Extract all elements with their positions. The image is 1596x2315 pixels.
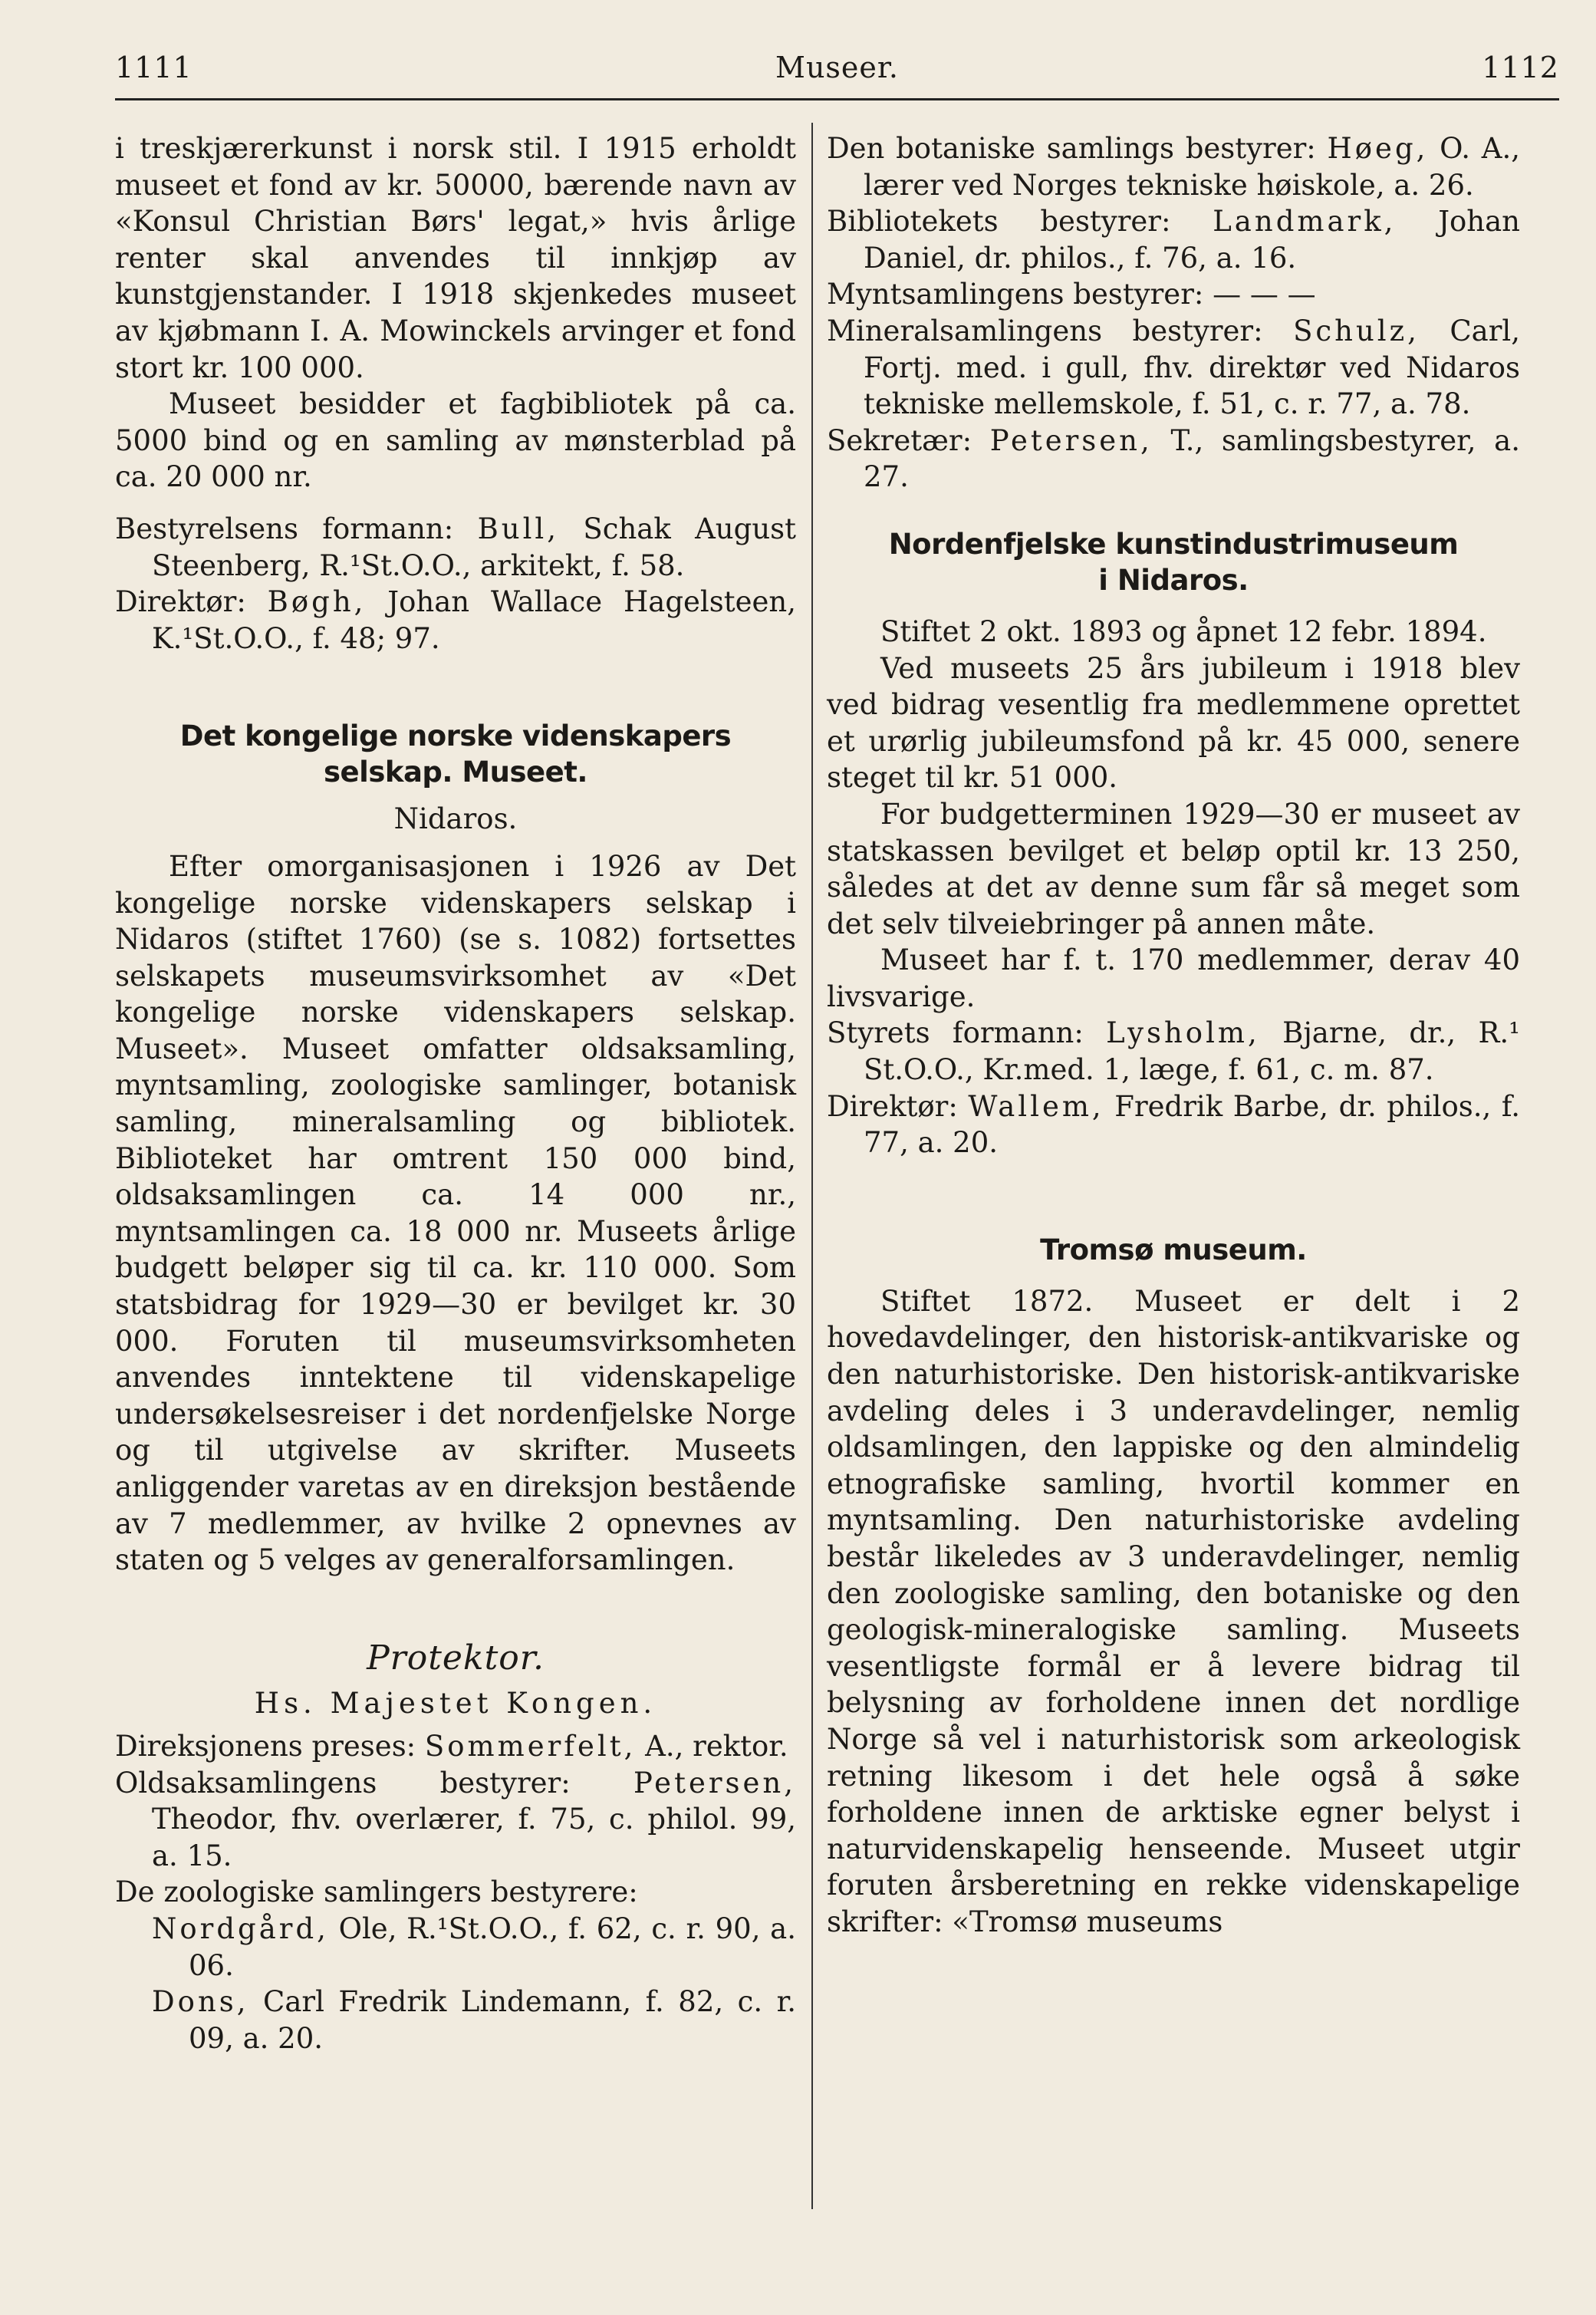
- zoo1-details: Ole, R.¹St.O.O., f. 62, c. r. 90, a. 06.: [189, 1912, 796, 1982]
- zoo-heading: De zoologiske samlingers bestyrere:: [115, 1875, 638, 1909]
- preses-entry: [115, 1728, 796, 1765]
- zoo2-details: Carl Fredrik Lindemann, f. 82, c. r. 09, a. 20.: [189, 1985, 796, 2055]
- coins-details: — — —: [1213, 278, 1316, 311]
- nk-director-entry: [827, 1088, 1520, 1161]
- botany-role: Den botaniske samlings bestyrer:: [827, 132, 1316, 165]
- minerals-details: Carl, Fortj. med. i gull, fhv. direktør ved Nidaros tekniske mellemskole, f. 51, c. r. 77, a. 78.: [864, 314, 1521, 421]
- coins-entry: [827, 276, 1520, 313]
- nk-director-role: Direktør:: [827, 1089, 958, 1123]
- director-entry: [115, 584, 796, 657]
- nk-paragraph-3: For budgetterminen 1929—30 er museet av statskassen bevilget et beløp optil kr. 13 250, således at det av denne sum får så meget som det selv tilveiebringer på annen måte.: [827, 797, 1520, 940]
- zoo1-name: Nordgård,: [152, 1912, 329, 1945]
- header-rule: [115, 98, 1559, 100]
- nk-director-name: Wallem,: [968, 1089, 1104, 1123]
- chair-role: Bestyrelsens formann:: [115, 512, 454, 545]
- secretary-entry: [827, 423, 1520, 496]
- nk-chair-role: Styrets formann:: [827, 1016, 1084, 1050]
- minerals-name: Schulz,: [1293, 314, 1420, 347]
- nk-paragraph-4: Museet har f. t. 170 medlemmer, derav 40 livsvarige.: [827, 943, 1520, 1013]
- antiquities-role: Oldsaksamlingens bestyrer:: [115, 1766, 571, 1800]
- intro-paragraph: i treskjærerkunst i norsk stil. I 1915 erholdt museet et fond av kr. 50000, bærende navn av «Konsul Christian Børs' legat,» hvis årlige renter skal anvendes til innkjøp av kunstgjenstander. I 1918 skjenkedes museet av kjøbmann I. A. Mowinckels arvinger et fond stort kr. 100 000.: [115, 132, 796, 384]
- page-number-left: 1111: [115, 51, 193, 84]
- zoo2-entry: [115, 1984, 796, 2056]
- preses-details: A., rektor.: [645, 1729, 788, 1763]
- nk-heading-line2: i Nidaros.: [1098, 563, 1249, 597]
- protector-name: Hs. Majestet Kongen.: [254, 1687, 657, 1721]
- preses-role: Direksjonens preses:: [115, 1729, 416, 1763]
- tromso-paragraph: Stiftet 1872. Museet er delt i 2 hovedavdelinger, den historisk-antikvariske og den naturhistoriske. Den historisk-antikvariske avdeling deles i 3 underavdelinger, nemlig oldsamlingen, den lappiske og den almindelig etnografiske samling, hvortil kommer en myntsamling. Den naturhistoriske avdeling består likeledes av 3 underavdelinger, nemlig den zoologiske samling, den botaniske og den geologisk-mineralogiske samling. Museets vesentligste formål er å levere bidrag til belysning av forholdene innen det nordlige Norge så vel i naturhistorisk som arkeologisk retning likesom i det hele også å søke forholdene innen de arktiske egner belyst i naturvidenskapelig henseende. Museet utgir foruten årsberetning en rekke videnskapelige skrifter: «Tromsø museums: [827, 1284, 1520, 1938]
- nk-chair-name: Lysholm,: [1106, 1016, 1260, 1050]
- library-name: Landmark,: [1213, 205, 1397, 239]
- library-role: Bibliotekets bestyrer:: [827, 205, 1171, 239]
- antiquities-details: Theodor, fhv. overlærer, f. 75, c. philol. 99, a. 15.: [152, 1803, 796, 1872]
- page-number-right: 1112: [1482, 51, 1559, 84]
- vsk-place: Nidaros.: [393, 802, 518, 836]
- director-role: Direktør:: [115, 585, 246, 619]
- running-title: Museer.: [775, 51, 899, 84]
- library-details: Johan Daniel, dr. philos., f. 76, a. 16.: [864, 205, 1521, 275]
- nk-heading-line1: Nordenfjelske kunstindustrimuseum: [888, 527, 1459, 561]
- zoo2-name: Dons,: [152, 1985, 249, 2019]
- nk-director-details: Fredrik Barbe, dr. philos., f. 77, a. 20.: [864, 1089, 1520, 1160]
- protector-heading: Protektor.: [367, 1638, 545, 1678]
- botany-details: O. A., lærer ved Norges tekniske høiskole, a. 26.: [864, 132, 1520, 202]
- botany-entry: [827, 130, 1520, 203]
- right-column: [827, 130, 1520, 1941]
- left-column: [115, 130, 796, 2056]
- antiquities-entry: [115, 1765, 796, 1875]
- secretary-name: Petersen,: [989, 423, 1153, 457]
- minerals-entry: [827, 313, 1520, 423]
- running-header: [115, 51, 1559, 100]
- library-paragraph: Museet besidder et fagbibliotek på ca. 5000 bind og en samling av mønsterblad på ca. 20 000 nr.: [115, 387, 796, 494]
- nk-paragraph-2: Ved museets 25 års jubileum i 1918 blev ved bidrag vesentlig fra medlemmene oprettet et urørlig jubileumsfond på kr. 45 000, senere steget til kr. 51 000.: [827, 651, 1520, 795]
- coins-role: Myntsamlingens bestyrer:: [827, 278, 1204, 311]
- zoo1-entry: [115, 1911, 796, 1984]
- tromso-heading: Tromsø museum.: [1040, 1233, 1307, 1266]
- vsk-heading: Det kongelige norske videnskapers selskap. Museet.: [179, 720, 732, 789]
- library-entry: [827, 203, 1520, 276]
- column-divider: [811, 123, 813, 2209]
- vsk-paragraph: Efter omorganisasjonen i 1926 av Det kongelige norske videnskapers selskap i Nidaros (stiftet 1760) (se s. 1082) fortsettes selskapets museumsvirksomhet av «Det kongelige norske videnskapers selskap. Museet». Museet omfatter oldsaksamling, myntsamling, zoologiske samlinger, botanisk samling, mineralsamling og bibliotek. Biblioteket har omtrent 150 000 bind, oldsaksamlingen ca. 14 000 nr., myntsamlingen ca. 18 000 nr. Museets årlige budgett beløper sig til ca. kr. 110 000. Som statsbidrag for 1929—30 er bevilget kr. 30 000. Foruten til museumsvirksomheten anvendes inntektene til videnskapelige undersøkelsesreiser i det nordenfjelske Norge og til utgivelse av skrifter. Museets anliggender varetas av en direksjon bestående av 7 medlemmer, av hvilke 2 opnevnes av staten og 5 velges av generalforsamlingen.: [115, 849, 796, 1577]
- minerals-role: Mineralsamlingens bestyrer:: [827, 314, 1263, 347]
- preses-name: Sommerfelt,: [424, 1729, 637, 1763]
- nk-chair-entry: [827, 1015, 1520, 1088]
- chair-details: Schak August Steenberg, R.¹St.O.O., arkitekt, f. 58.: [152, 512, 797, 582]
- nk-chair-details: Bjarne, dr., R.¹ St.O.O., Kr.med. 1, læge, f. 61, c. m. 87.: [864, 1016, 1520, 1087]
- director-name: Bøgh,: [267, 585, 367, 619]
- director-details: Johan Wallace Hagelsteen, K.¹St.O.O., f. 48; 97.: [152, 585, 797, 655]
- nk-paragraph-1: Stiftet 2 okt. 1893 og åpnet 12 febr. 1894.: [880, 614, 1487, 648]
- antiquities-name: Petersen,: [633, 1766, 797, 1800]
- chair-entry: [115, 511, 796, 584]
- secretary-role: Sekretær:: [827, 423, 972, 457]
- botany-name: Høeg,: [1327, 132, 1429, 165]
- chair-name: Bull,: [477, 512, 560, 545]
- secretary-details: T., samlingsbestyrer, a. 27.: [864, 423, 1520, 494]
